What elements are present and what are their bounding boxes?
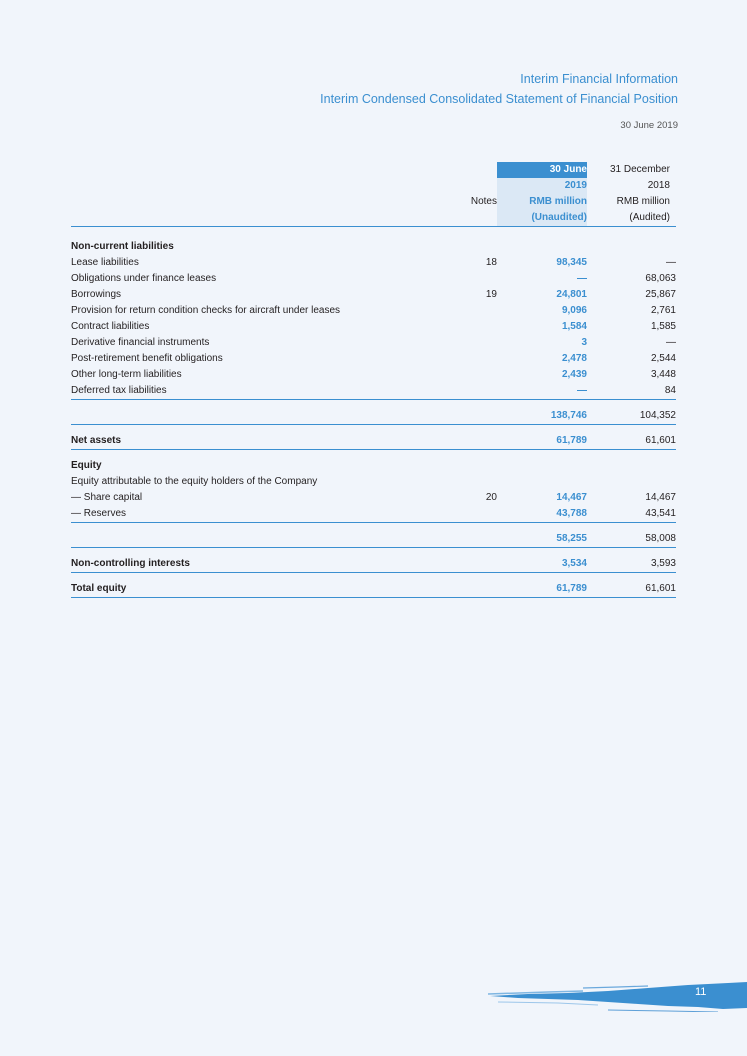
row-prior-value: 2,544 (650, 353, 676, 364)
prior-period-header: 31 December (609, 164, 670, 175)
non-controlling-interests-row (71, 556, 676, 573)
row-prior-value: — (666, 337, 676, 348)
row-current-value: 3 (581, 337, 587, 348)
share-capital-current-value: 14,467 (556, 492, 587, 503)
table-row (71, 351, 676, 367)
statement-date: 30 June 2019 (620, 120, 678, 131)
reserves-prior-value: 43,541 (587, 506, 676, 523)
row-prior-value: — (666, 257, 676, 268)
equity-heading: Equity (71, 460, 102, 471)
column-header-row-3 (71, 194, 676, 210)
row-note (455, 271, 497, 287)
non-controlling-interests-prior-value: 3,593 (587, 556, 676, 573)
row-label: Lease liabilities (71, 257, 139, 268)
current-period-year: 2019 (497, 178, 587, 194)
subtotal-current-value: 138,746 (497, 408, 587, 425)
table-row (71, 255, 676, 271)
notes-header: Notes (470, 196, 497, 207)
section-heading-row (71, 239, 676, 255)
current-period-header: 30 June (497, 162, 587, 178)
row-note: 18 (485, 257, 497, 268)
row-note (455, 367, 497, 383)
column-header-row-2 (71, 178, 676, 194)
non-current-liabilities-heading: Non-current liabilities (71, 241, 174, 252)
table-row (71, 319, 676, 335)
non-controlling-interests-current-value: 3,534 (497, 556, 587, 573)
row-label: Derivative financial instruments (71, 337, 210, 348)
equity-subtotal-prior-value: 58,008 (587, 531, 676, 548)
row-note (455, 335, 497, 351)
section-title: Interim Financial Information (520, 72, 678, 86)
prior-period-audit-status: (Audited) (587, 210, 676, 227)
row-current-value: — (577, 273, 587, 284)
prior-period-year: 2018 (647, 180, 670, 191)
row-prior-value: 25,867 (645, 289, 676, 300)
equity-subtotal-current-value: 58,255 (497, 531, 587, 548)
row-label: Contract liabilities (71, 321, 150, 332)
row-prior-value: 3,448 (650, 369, 676, 380)
table-row (71, 367, 676, 383)
section-heading-row (71, 458, 676, 474)
share-capital-label: — Share capital (71, 492, 143, 503)
row-prior-value: 2,761 (650, 305, 676, 316)
row-label: Deferred tax liabilities (71, 383, 455, 400)
table-row (71, 474, 676, 490)
row-label: Provision for return condition checks for aircraft under leases (71, 305, 341, 316)
row-current-value: 2,439 (561, 369, 587, 380)
table-row (71, 271, 676, 287)
row-current-value: — (497, 383, 587, 400)
row-current-value: 98,345 (556, 257, 587, 268)
reserves-current-value: 43,788 (497, 506, 587, 523)
row-current-value: 1,584 (561, 321, 587, 332)
row-label: Obligations under finance leases (71, 273, 217, 284)
reserves-label: — Reserves (71, 506, 455, 523)
share-capital-prior-value: 14,467 (645, 492, 676, 503)
row-prior-value: 68,063 (645, 273, 676, 284)
current-period-unit: RMB million (497, 194, 587, 210)
row-current-value: 2,478 (561, 353, 587, 364)
row-note (455, 303, 497, 319)
net-assets-label: Net assets (71, 433, 455, 450)
row-note (455, 351, 497, 367)
total-equity-label: Total equity (71, 581, 455, 598)
row-label: Borrowings (71, 289, 122, 300)
row-note (455, 383, 497, 400)
row-prior-value: 84 (587, 383, 676, 400)
equity-attributable-label: Equity attributable to the equity holders of the Company (71, 476, 318, 487)
non-current-liabilities-subtotal-row (71, 408, 676, 425)
equity-subtotal-row (71, 531, 676, 548)
row-label: Post-retirement benefit obligations (71, 353, 223, 364)
table-row (71, 287, 676, 303)
share-capital-note: 20 (485, 492, 497, 503)
row-note (455, 319, 497, 335)
current-period-audit-status: (Unaudited) (497, 210, 587, 227)
net-assets-prior-value: 61,601 (587, 433, 676, 450)
table-row (71, 383, 676, 400)
statement-title: Interim Condensed Consolidated Statement of Financial Position (320, 92, 678, 106)
financial-position-table (71, 162, 676, 598)
total-equity-row (71, 581, 676, 598)
column-header-row-1 (71, 162, 676, 178)
non-controlling-interests-label: Non-controlling interests (71, 556, 455, 573)
table-row (71, 303, 676, 319)
row-prior-value: 1,585 (650, 321, 676, 332)
net-assets-row (71, 433, 676, 450)
table-row (71, 490, 676, 506)
table-row (71, 506, 676, 523)
total-equity-prior-value: 61,601 (587, 581, 676, 598)
row-note: 19 (485, 289, 497, 300)
subtotal-prior-value: 104,352 (587, 408, 676, 425)
column-header-row-4 (71, 210, 676, 227)
prior-period-unit: RMB million (616, 196, 670, 207)
page-number: 11 (695, 986, 707, 998)
net-assets-current-value: 61,789 (497, 433, 587, 450)
brush-stroke-decoration (488, 978, 747, 1012)
row-current-value: 24,801 (556, 289, 587, 300)
row-current-value: 9,096 (561, 305, 587, 316)
table-row (71, 335, 676, 351)
row-label: Other long-term liabilities (71, 369, 182, 380)
total-equity-current-value: 61,789 (497, 581, 587, 598)
